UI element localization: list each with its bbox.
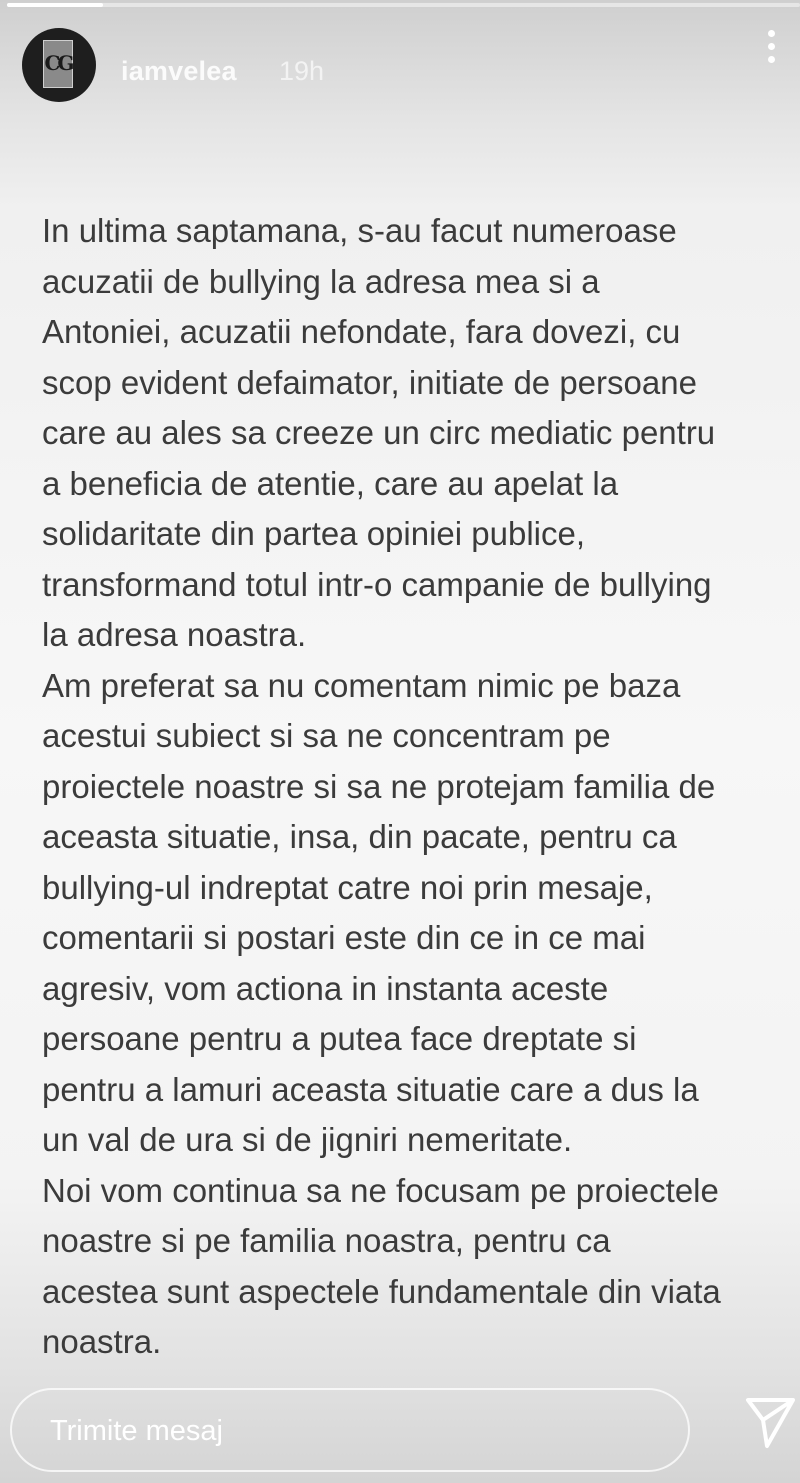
- paper-plane-icon: [745, 1394, 797, 1450]
- text-line: la adresa noastra.: [42, 616, 307, 653]
- text-line: care au ales sa creeze un circ mediatic pentru: [42, 414, 716, 451]
- text-line: comentarii si postari este din ce in ce mai: [42, 919, 646, 956]
- send-message-input[interactable]: [48, 1408, 652, 1454]
- ellipsis-dot: [768, 43, 775, 50]
- username[interactable]: iamvelea: [121, 56, 237, 86]
- text-line: aceasta situatie, insa, din pacate, pentru ca: [42, 818, 677, 855]
- text-line: Antoniei, acuzatii nefondate, fara dovezi, cu: [42, 313, 681, 350]
- post-time: 19h: [279, 56, 325, 86]
- avatar[interactable]: [22, 28, 96, 102]
- text-line: scop evident defaimator, initiate de persoane: [42, 363, 697, 401]
- story-text: [42, 206, 792, 1368]
- send-button[interactable]: [745, 1394, 797, 1450]
- text-line: solidaritate din partea opiniei publice,: [42, 515, 586, 552]
- text-line: Am preferat sa nu comentam nimic pe baza: [42, 666, 681, 704]
- text-line: acestea sunt aspectele fundamentale din viata: [42, 1272, 721, 1310]
- text-line: noastre si pe familia noastra, pentru ca: [42, 1222, 611, 1259]
- monogram-logo-icon: CG: [43, 40, 73, 88]
- text-line: persoane pentru a putea face dreptate si: [42, 1020, 637, 1057]
- text-line: noastra.: [42, 1323, 162, 1360]
- text-line: pentru a lamuri aceasta situatie care a dus la: [42, 1070, 699, 1108]
- more-options-button[interactable]: [768, 30, 776, 70]
- text-line: transformand totul intr-o campanie de bullying: [42, 565, 712, 603]
- vertical-ellipsis-icon: [768, 30, 775, 37]
- text-line: un val de ura si de jigniri nemeritate.: [42, 1121, 573, 1158]
- text-line: bullying-ul indreptat catre noi prin mesaje,: [42, 868, 653, 906]
- message-composer: [10, 1388, 690, 1472]
- ellipsis-dot: [768, 56, 775, 63]
- story-progress-fill: [7, 3, 103, 7]
- story-header: [22, 28, 800, 100]
- text-line: proiectele noastre si sa ne protejam familia de: [42, 767, 716, 805]
- story-progress-bar: [7, 3, 800, 7]
- text-line: agresiv, vom actiona in instanta aceste: [42, 969, 609, 1007]
- text-line: acestui subiect si sa ne concentram pe: [42, 717, 611, 754]
- text-line: a beneficia de atentie, care au apelat la: [42, 464, 619, 502]
- text-line: In ultima saptamana, s-au facut numeroase: [42, 212, 677, 249]
- text-line: acuzatii de bullying la adresa mea si a: [42, 262, 600, 300]
- text-line: Noi vom continua sa ne focusam pe proiectele: [42, 1171, 719, 1209]
